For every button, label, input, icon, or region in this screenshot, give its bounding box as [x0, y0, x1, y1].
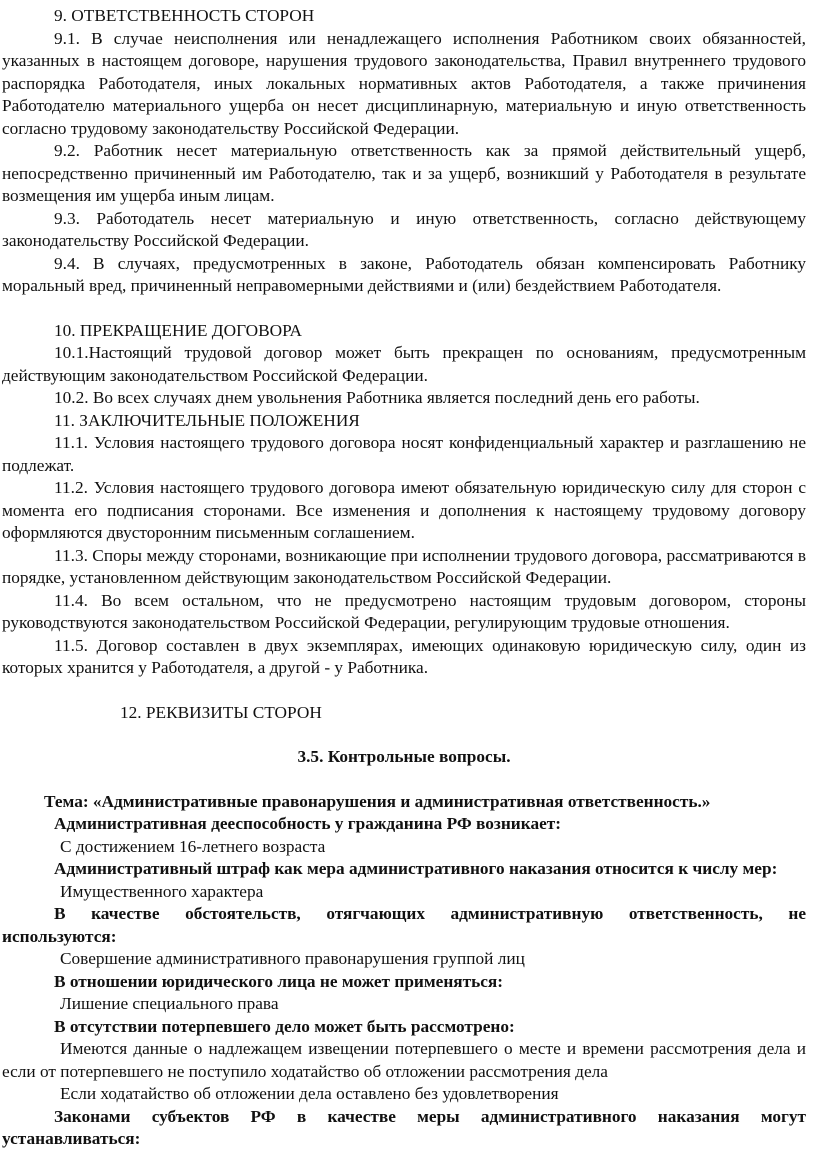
question-2: Административный штраф как мера административного наказания относится к числу мер:	[54, 859, 778, 878]
clause-11-5: 11.5. Договор составлен в двух экземплярах, имеющих одинаковую юридическую силу, один из которых хранится у Работодателя, а другой - у Работника.	[2, 635, 806, 677]
clause-10-1: 10.1.Настоящий трудовой договор может быть прекращен по основаниям, предусмотренным действующим законодательством Российской Федерации.	[2, 343, 806, 385]
section-10-heading: 10. ПРЕКРАЩЕНИЕ ДОГОВОРА	[54, 320, 302, 340]
answer-5b: Если ходатайство об отложении дела оставлено без удовлетворения	[60, 1084, 559, 1103]
question-1: Административная дееспособность у гражданина РФ возникает:	[54, 814, 562, 833]
clause-11-4: 11.4. Во всем остальном, что не предусмотрено настоящим трудовым договором, стороны руководствуются законодательством Российской Федерации, регулирующим трудовые отношения.	[2, 590, 806, 632]
clause-11-3: 11.3. Споры между сторонами, возникающие при исполнении трудового договора, рассматриваются в порядке, установленном действующим законодательством Российской Федерации.	[2, 545, 806, 587]
question-4: В отношении юридического лица не может применяться:	[54, 971, 504, 991]
clause-9-2: 9.2. Работник несет материальную ответственность как за прямой действительный ущерб, непосредственно причиненный им Работодателю, так и за ущерб, возникший у Работодателя в результате возмещения им ущерба иным лицам.	[2, 141, 806, 205]
clause-10-2: 10.2. Во всех случаях днем увольнения Работника является последний день его работы.	[54, 388, 700, 407]
answer-4: Лишение специального права	[60, 994, 279, 1013]
answer-3: Совершение административного правонарушения группой лиц	[60, 949, 525, 968]
question-5: В отсутствии потерпевшего дело может быть рассмотрено:	[54, 1016, 515, 1036]
clause-11-1: 11.1. Условия настоящего трудового договора носят конфиденциальный характер и разглашению не подлежат.	[2, 433, 806, 475]
clause-9-1: 9.1. В случае неисполнения или ненадлежащего исполнения Работником своих обязанностей, указанных в настоящем договоре, нарушения трудового законодательства, Правил внутреннего трудового распорядка Работодателя, иных локальных нормативных актов Работодателя, а также причинения Работодателю материального ущерба он несет дисциплинарную, материальную и иную ответственность согласно трудовому законодательству Российской Федерации.	[2, 28, 806, 138]
topic-title: Тема: «Административные правонарушения и административная ответственность.»	[44, 791, 711, 811]
answer-2: Имущественного характера	[60, 881, 264, 901]
question-3: В качестве обстоятельств, отягчающих административную ответственность, не используются:	[2, 904, 806, 946]
answer-5a: Имеются данные о надлежащем извещении потерпевшего о месте и времени рассмотрения дела и если от потерпевшего не поступило ходатайство об отложении рассмотрения дела	[2, 1039, 806, 1081]
question-6: Законами субъектов РФ в качестве меры административного наказания могут устанавливаться:	[2, 1106, 806, 1148]
section-9-heading: 9. ОТВЕТСТВЕННОСТЬ СТОРОН	[54, 6, 315, 25]
answer-1: С достижением 16-летнего возраста	[60, 836, 326, 856]
section-11-heading: 11. ЗАКЛЮЧИТЕЛЬНЫЕ ПОЛОЖЕНИЯ	[54, 410, 360, 430]
section-12-heading: 12. РЕКВИЗИТЫ СТОРОН	[120, 702, 322, 722]
clause-11-2: 11.2. Условия настоящего трудового договора имеют обязательную юридическую силу для сторон с момента его подписания сторонами. Все изменения и дополнения к настоящему трудовому договору оформляются двусторонним письменным соглашением.	[2, 478, 806, 542]
control-questions-heading: 3.5. Контрольные вопросы.	[297, 747, 511, 766]
clause-9-3: 9.3. Работодатель несет материальную и иную ответственность, согласно действующему законодательству Российской Федерации.	[2, 208, 806, 250]
clause-9-4: 9.4. В случаях, предусмотренных в законе, Работодатель обязан компенсировать Работнику моральный вред, причиненный неправомерными действиями и (или) бездействием Работодателя.	[2, 253, 806, 295]
